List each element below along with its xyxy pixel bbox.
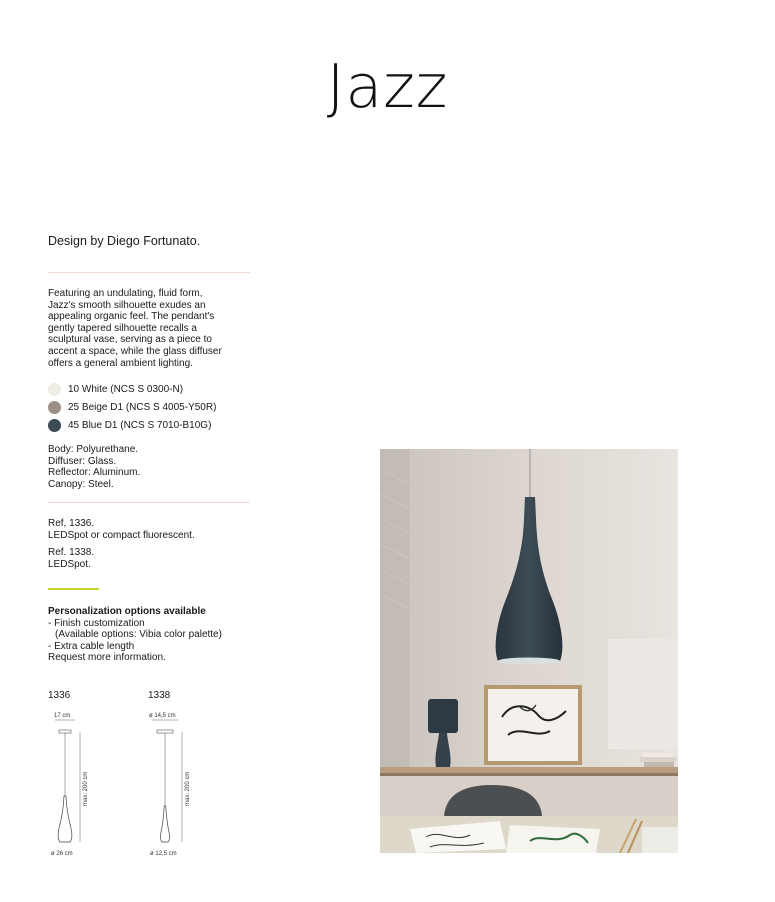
description-line: offers a general ambient lighting. <box>48 357 193 369</box>
technical-drawing-1338 <box>140 708 204 860</box>
personalization-line: - Extra cable length <box>48 640 135 652</box>
materials-list <box>48 444 140 490</box>
personalization-line: - Finish customization <box>48 617 145 629</box>
color-option <box>48 398 216 416</box>
technical-drawing-1336 <box>40 708 100 860</box>
bottom-dimension: ø 12,5 cm <box>150 851 177 857</box>
product-photo <box>380 449 678 853</box>
personalization-heading: Personalization options available <box>48 606 206 617</box>
color-option <box>48 416 216 434</box>
material-line: Diffuser: Glass. <box>48 455 117 467</box>
description-line: Featuring an undulating, fluid form, <box>48 288 203 299</box>
product-description <box>48 288 258 369</box>
ref-number: Ref. 1338. <box>48 547 95 559</box>
color-swatch <box>48 419 61 432</box>
top-dimension: 17 cm <box>54 713 71 719</box>
color-swatch <box>48 401 61 414</box>
height-dimension: max. 200 cm <box>83 771 89 806</box>
designer-credit: Design by Diego Fortunato. <box>48 234 201 248</box>
color-option <box>48 380 216 398</box>
ref-light-source: LEDSpot or compact fluorescent. <box>48 529 195 541</box>
color-label: 45 Blue D1 (NCS S 7010-B10G) <box>68 419 212 431</box>
divider <box>48 272 250 273</box>
ref-number: Ref, 1336. <box>48 518 95 529</box>
color-label: 10 White (NCS S 0300-N) <box>68 383 184 395</box>
description-line: Jazz's smooth silhouette exudes an <box>48 299 206 311</box>
accent-line <box>48 588 99 590</box>
color-options <box>48 380 216 434</box>
ref-light-source: LEDSpot. <box>48 558 91 570</box>
product-title: Jazz <box>326 52 449 122</box>
personalization-block <box>48 606 222 664</box>
drawing-ref-label: 1336 <box>48 690 71 701</box>
material-line: Body: Polyurethane. <box>48 444 139 455</box>
personalization-line: (Available options: Vibia color palette) <box>55 629 222 641</box>
description-line: accent a space, while the glass diffuser <box>48 345 222 357</box>
material-line: Reflector: Aluminum. <box>48 467 141 479</box>
color-swatch <box>48 383 61 396</box>
personalization-line: Request more information. <box>48 652 166 664</box>
color-label: 25 Beige D1 (NCS S 4005-Y50R) <box>68 401 217 413</box>
description-line: gently tapered silhouette recalls a <box>48 322 197 334</box>
top-dimension: ø 14,5 cm <box>149 713 176 719</box>
height-dimension: max. 200 cm <box>185 771 191 806</box>
material-line: Canopy: Steel. <box>48 478 114 490</box>
reference-list <box>48 518 195 570</box>
divider <box>48 502 250 503</box>
drawing-ref-label: 1338 <box>148 690 171 701</box>
description-line: appealing organic feel. The pendant's <box>48 311 215 323</box>
bottom-dimension: ø 26 cm <box>51 851 73 857</box>
description-line: sculptural vase, serving as a piece to <box>48 334 212 346</box>
